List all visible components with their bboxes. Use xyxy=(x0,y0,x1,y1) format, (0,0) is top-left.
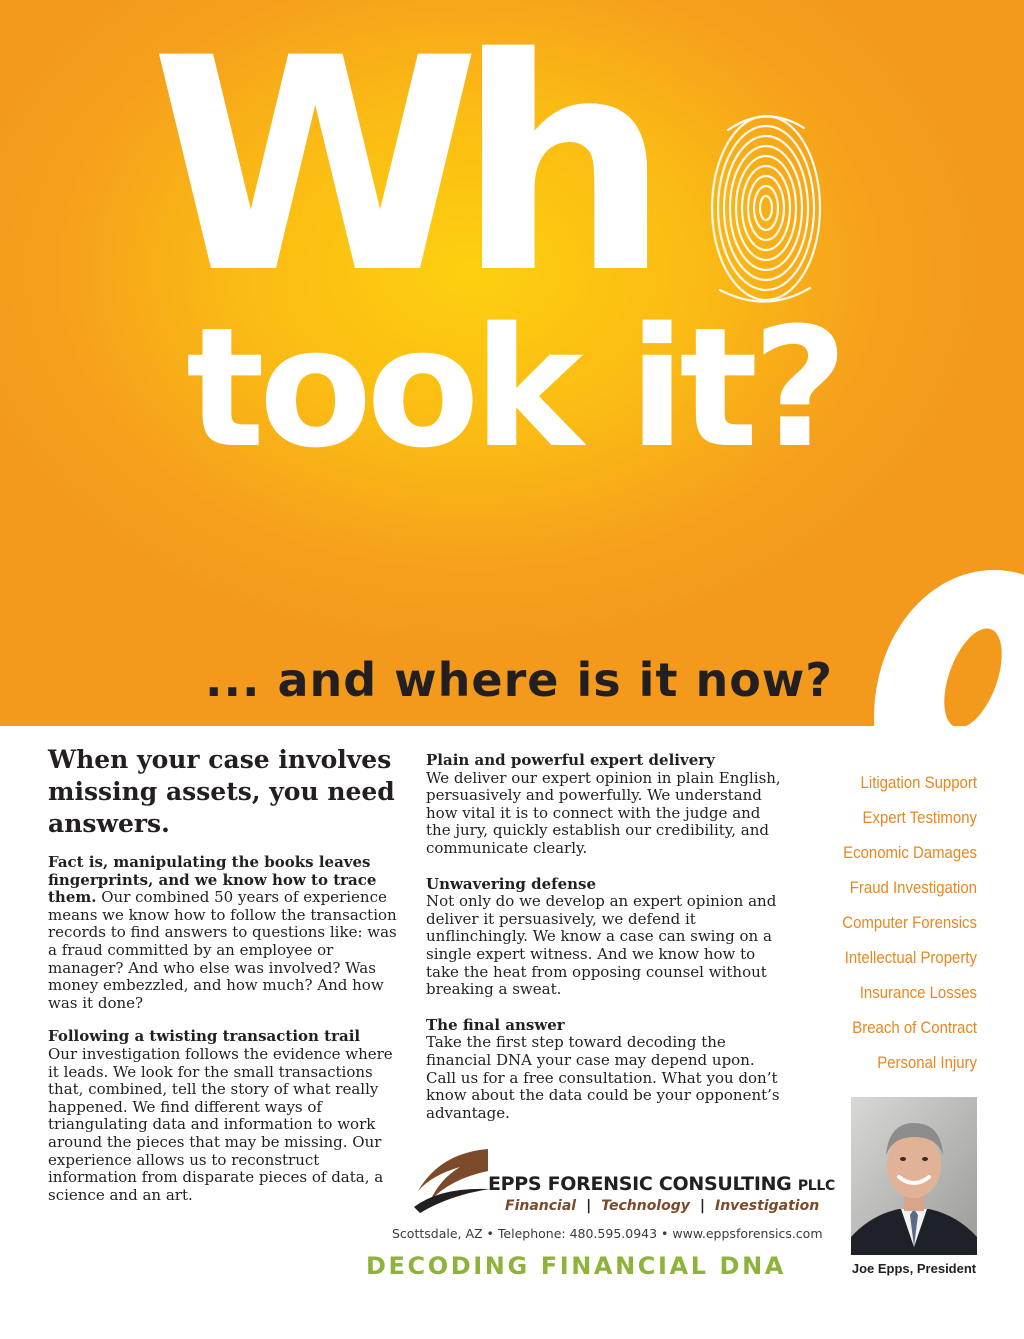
subtitle-separator: | xyxy=(586,1198,592,1214)
portrait-photo xyxy=(851,1097,977,1255)
company-name xyxy=(488,1173,835,1195)
service-item: Personal Injury xyxy=(877,1053,977,1072)
subsection-title: Following a twisting transaction trail xyxy=(48,1027,361,1046)
fingerprint-icon xyxy=(700,100,830,315)
letter-o-graphic xyxy=(870,566,1024,726)
services-list xyxy=(777,765,977,1080)
tagline: ... and where is it now? xyxy=(205,653,833,707)
subsection-title: Unwavering defense xyxy=(426,874,597,893)
service-item: Economic Damages xyxy=(843,843,977,862)
contact-line: Scottsdale, AZ • Telephone: 480.595.0943 • www.eppsforensics.com xyxy=(392,1226,823,1241)
service-item: Intellectual Property xyxy=(844,948,977,967)
subsection-body: Take the first step toward decoding the financial DNA your case may depend upon. Call us for a free consultation. What you don’t know about the data could be your opponent’s advantage. xyxy=(426,1033,780,1122)
intro-paragraph xyxy=(48,854,398,1012)
service-item: Insurance Losses xyxy=(859,983,977,1002)
service-item: Fraud Investigation xyxy=(849,878,977,897)
service-item: Breach of Contract xyxy=(852,1018,977,1037)
company-name-text: EPPS FORENSIC CONSULTING xyxy=(488,1173,792,1195)
headline-line-2: took it? xyxy=(186,292,842,484)
service-item: Expert Testimony xyxy=(862,808,977,827)
company-suffix: PLLC xyxy=(797,1178,835,1194)
company-logo xyxy=(410,1145,835,1215)
subtitle-financial: Financial xyxy=(505,1198,577,1214)
subsection-title: Plain and powerful expert delivery xyxy=(426,751,715,769)
intro-body: Our combined 50 years of experience means we know how to follow the transaction records to find answers to questions like: was a fraud committed by an employee or manager? And who else was involved? Was money embezzled, and how much? And how was it done? xyxy=(48,888,397,1012)
portrait-caption: Joe Epps, President xyxy=(851,1261,977,1276)
subsection-title: The final answer xyxy=(426,1015,565,1034)
service-item: Computer Forensics xyxy=(842,913,977,932)
left-column xyxy=(48,744,398,1204)
subtitle-separator: | xyxy=(699,1198,705,1214)
middle-column xyxy=(426,752,786,1138)
subtitle-technology: Technology xyxy=(601,1198,690,1214)
section-heading: When your case involves missing assets, you need answers. xyxy=(48,745,395,838)
company-subtitle xyxy=(505,1198,819,1214)
headline-line-1: Wh xyxy=(150,0,647,338)
portrait-image xyxy=(851,1097,977,1255)
intro-lead: Fact is, manipulating the books leaves fingerprints, and we know how to trace them. xyxy=(48,853,377,907)
subsection-body: Our investigation follows the evidence where it leads. We look for the small transactions that, combined, tell the story of what really happened. We find different ways of triangulating data and information to work around the pieces that may be missing. Our experience allows us to reconstruct information from disparate pieces of data, a science and an art. xyxy=(48,1044,393,1204)
subsection-body: We deliver our expert opinion in plain English, persuasively and powerfully. We understand how vital it is to connect with the judge and the jury, quickly establish our credibility, and communicate clearly. xyxy=(426,768,781,857)
subsection-body: Not only do we develop an expert opinion and deliver it persuasively, we defend it unflinchingly. We know a case can swing on a single expert witness. And we know how to take the heat from opposing counsel without breaking a sweat. xyxy=(426,892,777,999)
logo-swoosh-icon xyxy=(410,1145,492,1215)
company-slogan: DECODING FINANCIAL DNA xyxy=(366,1252,786,1280)
subtitle-investigation: Investigation xyxy=(715,1198,820,1214)
service-item: Litigation Support xyxy=(860,773,977,792)
